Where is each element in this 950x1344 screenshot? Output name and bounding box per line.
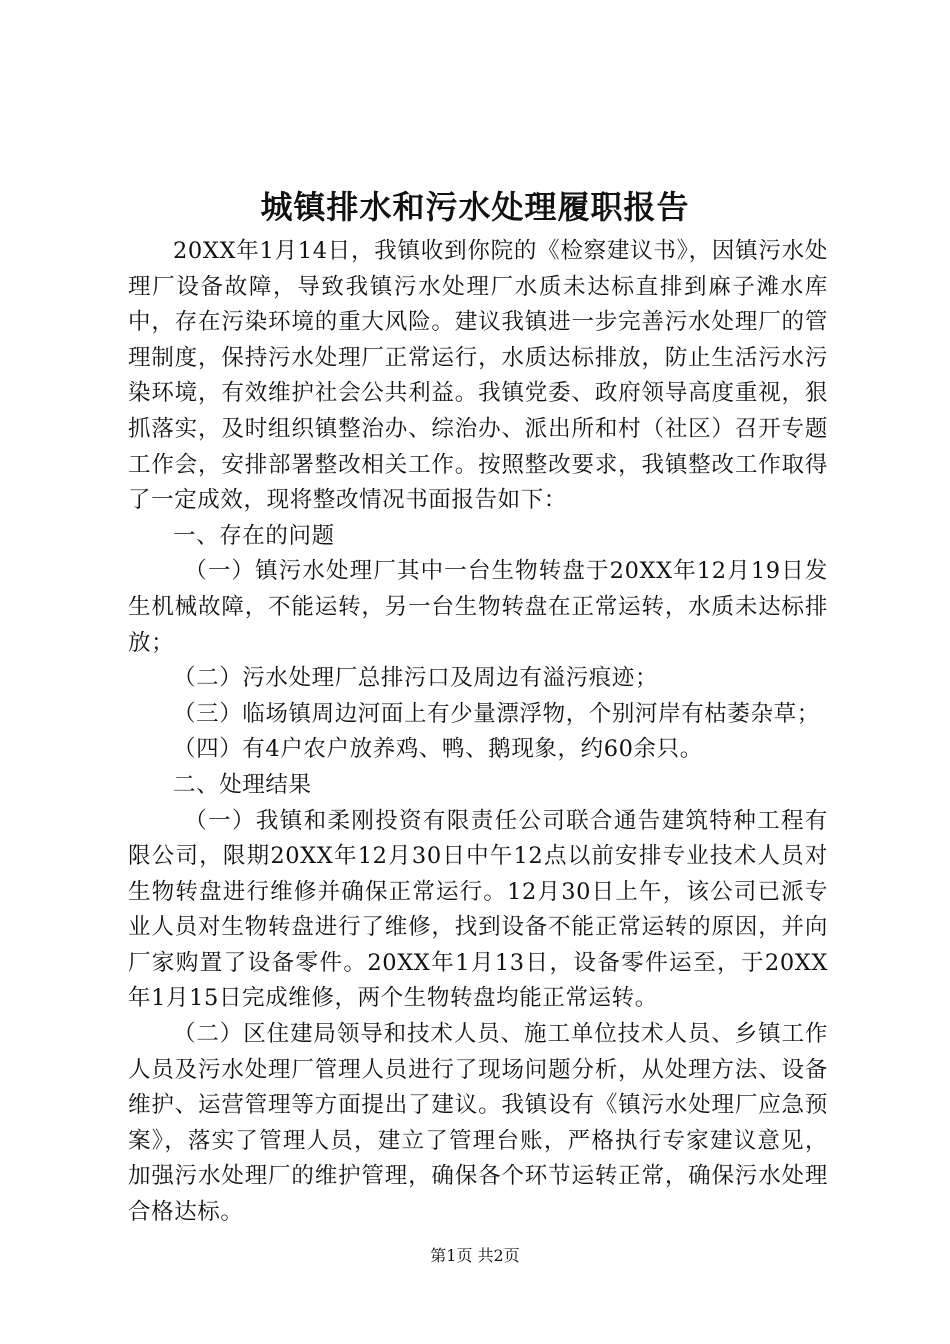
problem-item-1: （一）镇污水处理厂其中一台生物转盘于20XX年12月19日发生机械故障，不能运转，另一台生物转盘在正常运转，水质未达标排放； bbox=[128, 558, 828, 656]
intro-paragraph: 20XX年1月14日，我镇收到你院的《检察建议书》，因镇污水处理厂设备故障，导致我镇污水处理厂水质未达标直排到麻子滩水库中，存在污染环境的重大风险。建议我镇进一步完善污水处理厂的管理制度，保持污水处理厂正常运行，水质达标排放，防止生活污水污染环境，有效维护社会公共利益。我镇党委、政府领导高度重视，狠抓落实，及时组织镇整治办、综治办、派出所和村（社区）召开专题工作会，安排部署整改相关工作。按照整改要求，我镇整改工作取得了一定成效，现将整改情况书面报告如下： bbox=[128, 238, 828, 514]
result-item-2: （二）区住建局领导和技术人员、施工单位技术人员、乡镇工作人员及污水处理厂管理人员进行了现场问题分析，从处理方法、设备维护、运营管理等方面提出了建议。我镇设有《镇污水处理厂应急预案》，落实了管理人员，建立了管理台账，严格执行专家建议意见，加强污水处理厂的维护管理，确保各个环节运转正常，确保污水处理合格达标。 bbox=[128, 1021, 828, 1226]
document-title: 城镇排水和污水处理履职报告 bbox=[260, 188, 690, 226]
section-heading-results: 二、处理结果 bbox=[173, 771, 312, 798]
problem-item-3: （三）临场镇周边河面上有少量漂浮物，个别河岸有枯萎杂草； bbox=[173, 700, 820, 727]
section-heading-problems: 一、存在的问题 bbox=[173, 522, 335, 549]
result-item-1: （一）我镇和柔刚投资有限责任公司联合通告建筑特种工程有限公司，限期20XX年12月30日中午12点以前安排专业技术人员对生物转盘进行维修并确保正常运行。12月30日上午，该公司已派专业人员对生物转盘进行了维修，找到设备不能正常运转的原因，并向厂家购置了设备零件。20XX年1月13日，设备零件运至，于20XX年1月15日完成维修，两个生物转盘均能正常运转。 bbox=[128, 807, 828, 1012]
problem-item-2: （二）污水处理厂总排污口及周边有溢污痕迹； bbox=[173, 665, 659, 692]
page-footer: 第1页 共2页 bbox=[430, 1246, 520, 1265]
document-body bbox=[128, 234, 828, 1231]
problem-item-4: （四）有4户农户放养鸡、鸭、鹅现象，约60余只。 bbox=[173, 736, 703, 763]
